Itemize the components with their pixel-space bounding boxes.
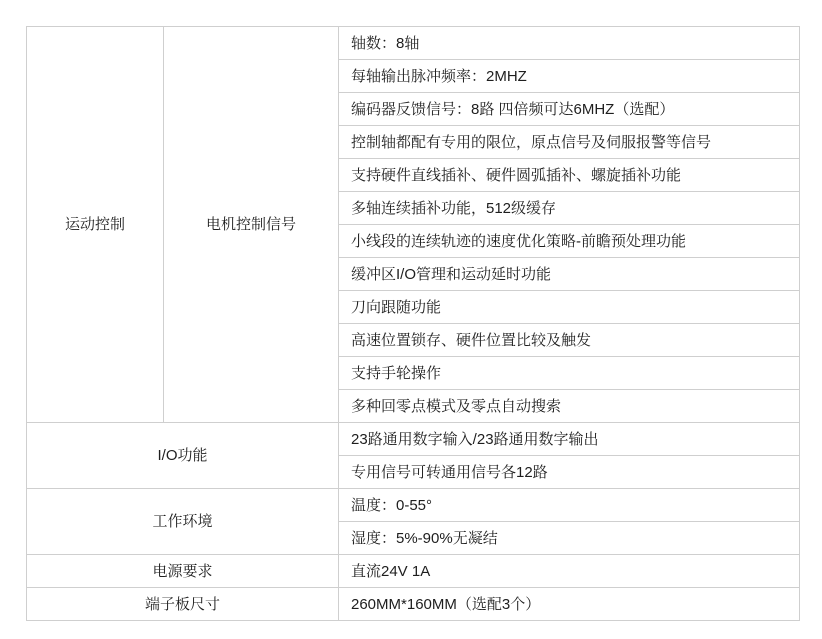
value-cell: 260MM*160MM（选配3个） xyxy=(339,588,800,621)
value-cell: 刀向跟随功能 xyxy=(339,291,800,324)
value-cell: 每轴输出脉冲频率：2MHZ xyxy=(339,60,800,93)
value-cell: 缓冲区I/O管理和运动延时功能 xyxy=(339,258,800,291)
subcategory-cell-motor-control-signal: 电机控制信号 xyxy=(164,27,339,423)
category-cell-terminal-board-size: 端子板尺寸 xyxy=(27,588,339,621)
value-cell: 专用信号可转通用信号各12路 xyxy=(339,456,800,489)
value-cell: 高速位置锁存、硬件位置比较及触发 xyxy=(339,324,800,357)
value-cell: 轴数：8轴 xyxy=(339,27,800,60)
value-cell: 湿度：5%-90%无凝结 xyxy=(339,522,800,555)
value-cell: 编码器反馈信号：8路 四倍频可达6MHZ（选配） xyxy=(339,93,800,126)
table-row xyxy=(27,489,800,522)
table-row xyxy=(27,27,800,60)
category-cell-working-environment: 工作环境 xyxy=(27,489,339,555)
specifications-table xyxy=(26,26,800,621)
category-cell-io-function: I/O功能 xyxy=(27,423,339,489)
value-cell: 温度：0-55° xyxy=(339,489,800,522)
value-cell: 支持手轮操作 xyxy=(339,357,800,390)
category-cell-power-requirement: 电源要求 xyxy=(27,555,339,588)
category-cell-motion-control: 运动控制 xyxy=(27,27,164,423)
table-row xyxy=(27,588,800,621)
value-cell: 直流24V 1A xyxy=(339,555,800,588)
table-row xyxy=(27,555,800,588)
value-cell: 小线段的连续轨迹的速度优化策略-前瞻预处理功能 xyxy=(339,225,800,258)
value-cell: 多轴连续插补功能，512级缓存 xyxy=(339,192,800,225)
value-cell: 23路通用数字输入/23路通用数字输出 xyxy=(339,423,800,456)
value-cell: 多种回零点模式及零点自动搜索 xyxy=(339,390,800,423)
value-cell: 控制轴都配有专用的限位，原点信号及伺服报警等信号 xyxy=(339,126,800,159)
table-row xyxy=(27,423,800,456)
value-cell: 支持硬件直线插补、硬件圆弧插补、螺旋插补功能 xyxy=(339,159,800,192)
